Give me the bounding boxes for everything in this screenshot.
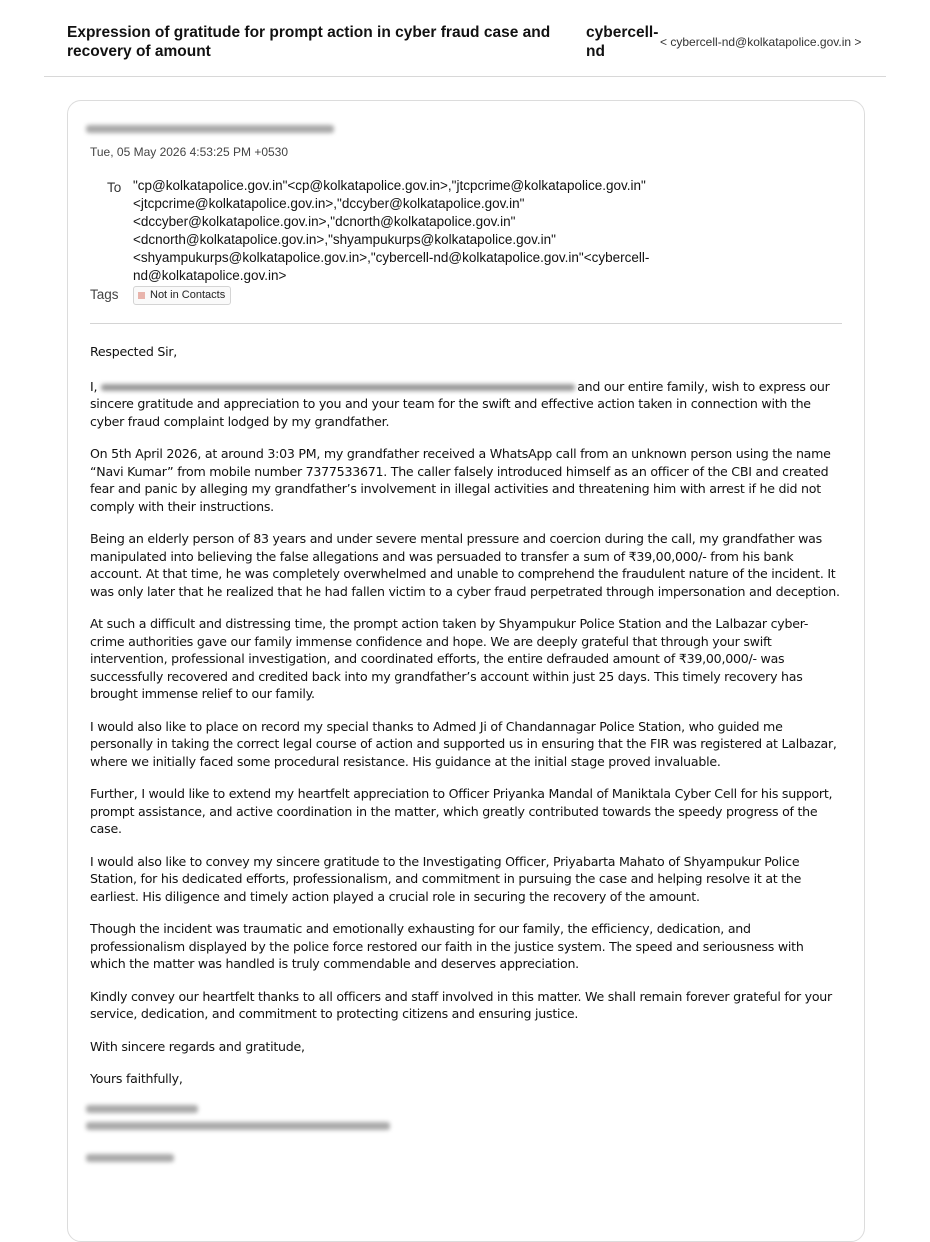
body-paragraph-6: Further, I would like to extend my heartfelt appreciation to Officer Priyanka Mandal of Maniktala Cyber Cell for his support, prompt assistance, and active coordination in the matter, which greatly contributed towards the speedy progress of the case. [90, 786, 833, 836]
body-paragraph-5: I would also like to place on record my special thanks to Admed Ji of Chandannagar Police Station, who guided me personally in taking the correct legal course of action and supported us in ensuring that the FIR was registered at Lalbazar, where we initially faced some procedural resistance. His guidance at the initial stage proved invaluable. [90, 718, 837, 769]
to-label: To [107, 180, 122, 195]
recipients-list[interactable]: "cp@kolkatapolice.gov.in"<cp@kolkatapolice.gov.in>,"jtcpcrime@kolkatapolice.gov.in" <jtcpcrime@kolkatapolice.gov.in>,"dccyber@kolkatapolice.gov.in" <dccyber@kolkatapolice.gov.in>,"dcnorth@kolkatapolice.gov.in" <dcnorth@kolkatapolice.gov.in>,"shyampukurps@kolkatapolice.gov.in" <shyampukurps@kolkatapolice.gov.in>,"cybercell-nd@kolkatapolice.gov.in"<cybercell-nd@kolkatapolice.gov.in> [133, 178, 650, 283]
p1-start: I, [90, 378, 98, 394]
tag-not-in-contacts[interactable] [133, 286, 231, 305]
redacted-signature-line-2 [86, 1122, 390, 1130]
closing-signoff: Yours faithfully, [90, 1071, 183, 1086]
email-header [0, 0, 930, 78]
redacted-name [101, 384, 575, 391]
body-paragraph-8: Though the incident was traumatic and emotionally exhausting for our family, the efficiency, dedication, and professionalism displayed by the police force restored our faith in the justice system. The speed and seriousness with which the matter was handled is truly commendable and deserves appreciation. [90, 921, 804, 971]
redacted-signature-line-1 [86, 1105, 198, 1113]
body-paragraph-3: Being an elderly person of 83 years and under severe mental pressure and coercion during the call, my grandfather was manipulated into believing the false allegations and was persuaded to transfer a sum of ₹39,00,000/- from his bank account. At that time, he was completely overwhelmed and unable to comprehend the fraudulent nature of the incident. It was only later that he realized that he had fallen victim to a cyber fraud perpetrated through impersonation and deception. [90, 531, 840, 599]
redacted-sender-line [86, 125, 334, 133]
message-date: Tue, 05 May 2026 4:53:25 PM +0530 [90, 145, 289, 159]
salutation: Respected Sir, [90, 344, 178, 359]
p1-rest: and our entire family, wish to express our sincere gratitude and appreciation to you and your team for the swift and effective action taken in connection with the cyber fraud complaint lodged by my grandfather. [90, 378, 830, 429]
header-divider [44, 76, 886, 77]
sender-name[interactable]: cybercell-nd [586, 24, 659, 60]
body-paragraph-9: Kindly convey our heartfelt thanks to all officers and staff involved in this matter. We shall remain forever grateful for your service, dedication, and commitment to protecting citizens and ensuring justice. [90, 988, 832, 1021]
body-paragraph-7: I would also like to convey my sincere gratitude to the Investigating Officer, Priyabarta Mahato of Shyampukur Police Station, for his dedicated efforts, professionalism, and commitment in pursuing the case and helping resolve it at the earliest. His diligence and timely action played a crucial role in securing the recovery of the amount. [90, 853, 802, 904]
body-paragraph-4: At such a difficult and distressing time, the prompt action taken by Shyampukur Police Station and the Lalbazar cyber-crime authorities gave our family immense confidence and hope. We are deeply grateful that through your swift intervention, professional investigation, and coordinated efforts, the entire defrauded amount of ₹39,00,000/- was successfully recovered and credited back into my grandfather’s account within just 25 days. This timely recovery has brought immense relief to our family. [90, 616, 809, 701]
tag-label: Not in Contacts [150, 289, 226, 301]
body-paragraph-1 [90, 378, 842, 431]
email-subject: Expression of gratitude for prompt action in cyber fraud case and recovery of amount [67, 24, 551, 60]
closing-regards: With sincere regards and gratitude, [90, 1038, 305, 1054]
sender-email[interactable]: < cybercell-nd@kolkatapolice.gov.in > [660, 35, 862, 49]
meta-divider [90, 323, 842, 324]
body-paragraph-2: On 5th April 2026, at around 3:03 PM, my grandfather received a WhatsApp call from an unknown person using the name “Navi Kumar” from mobile number 7377533671. The caller falsely introduced himself as an officer of the CBI and created fear and panic by alleging my grandfather’s involvement in illegal activities and threatening him with arrest if he did not comply with their instructions. [90, 446, 831, 514]
redacted-signature-line-3 [86, 1154, 174, 1162]
tag-color-swatch [138, 292, 145, 299]
message-body [90, 343, 842, 1105]
tags-label: Tags [90, 287, 119, 302]
